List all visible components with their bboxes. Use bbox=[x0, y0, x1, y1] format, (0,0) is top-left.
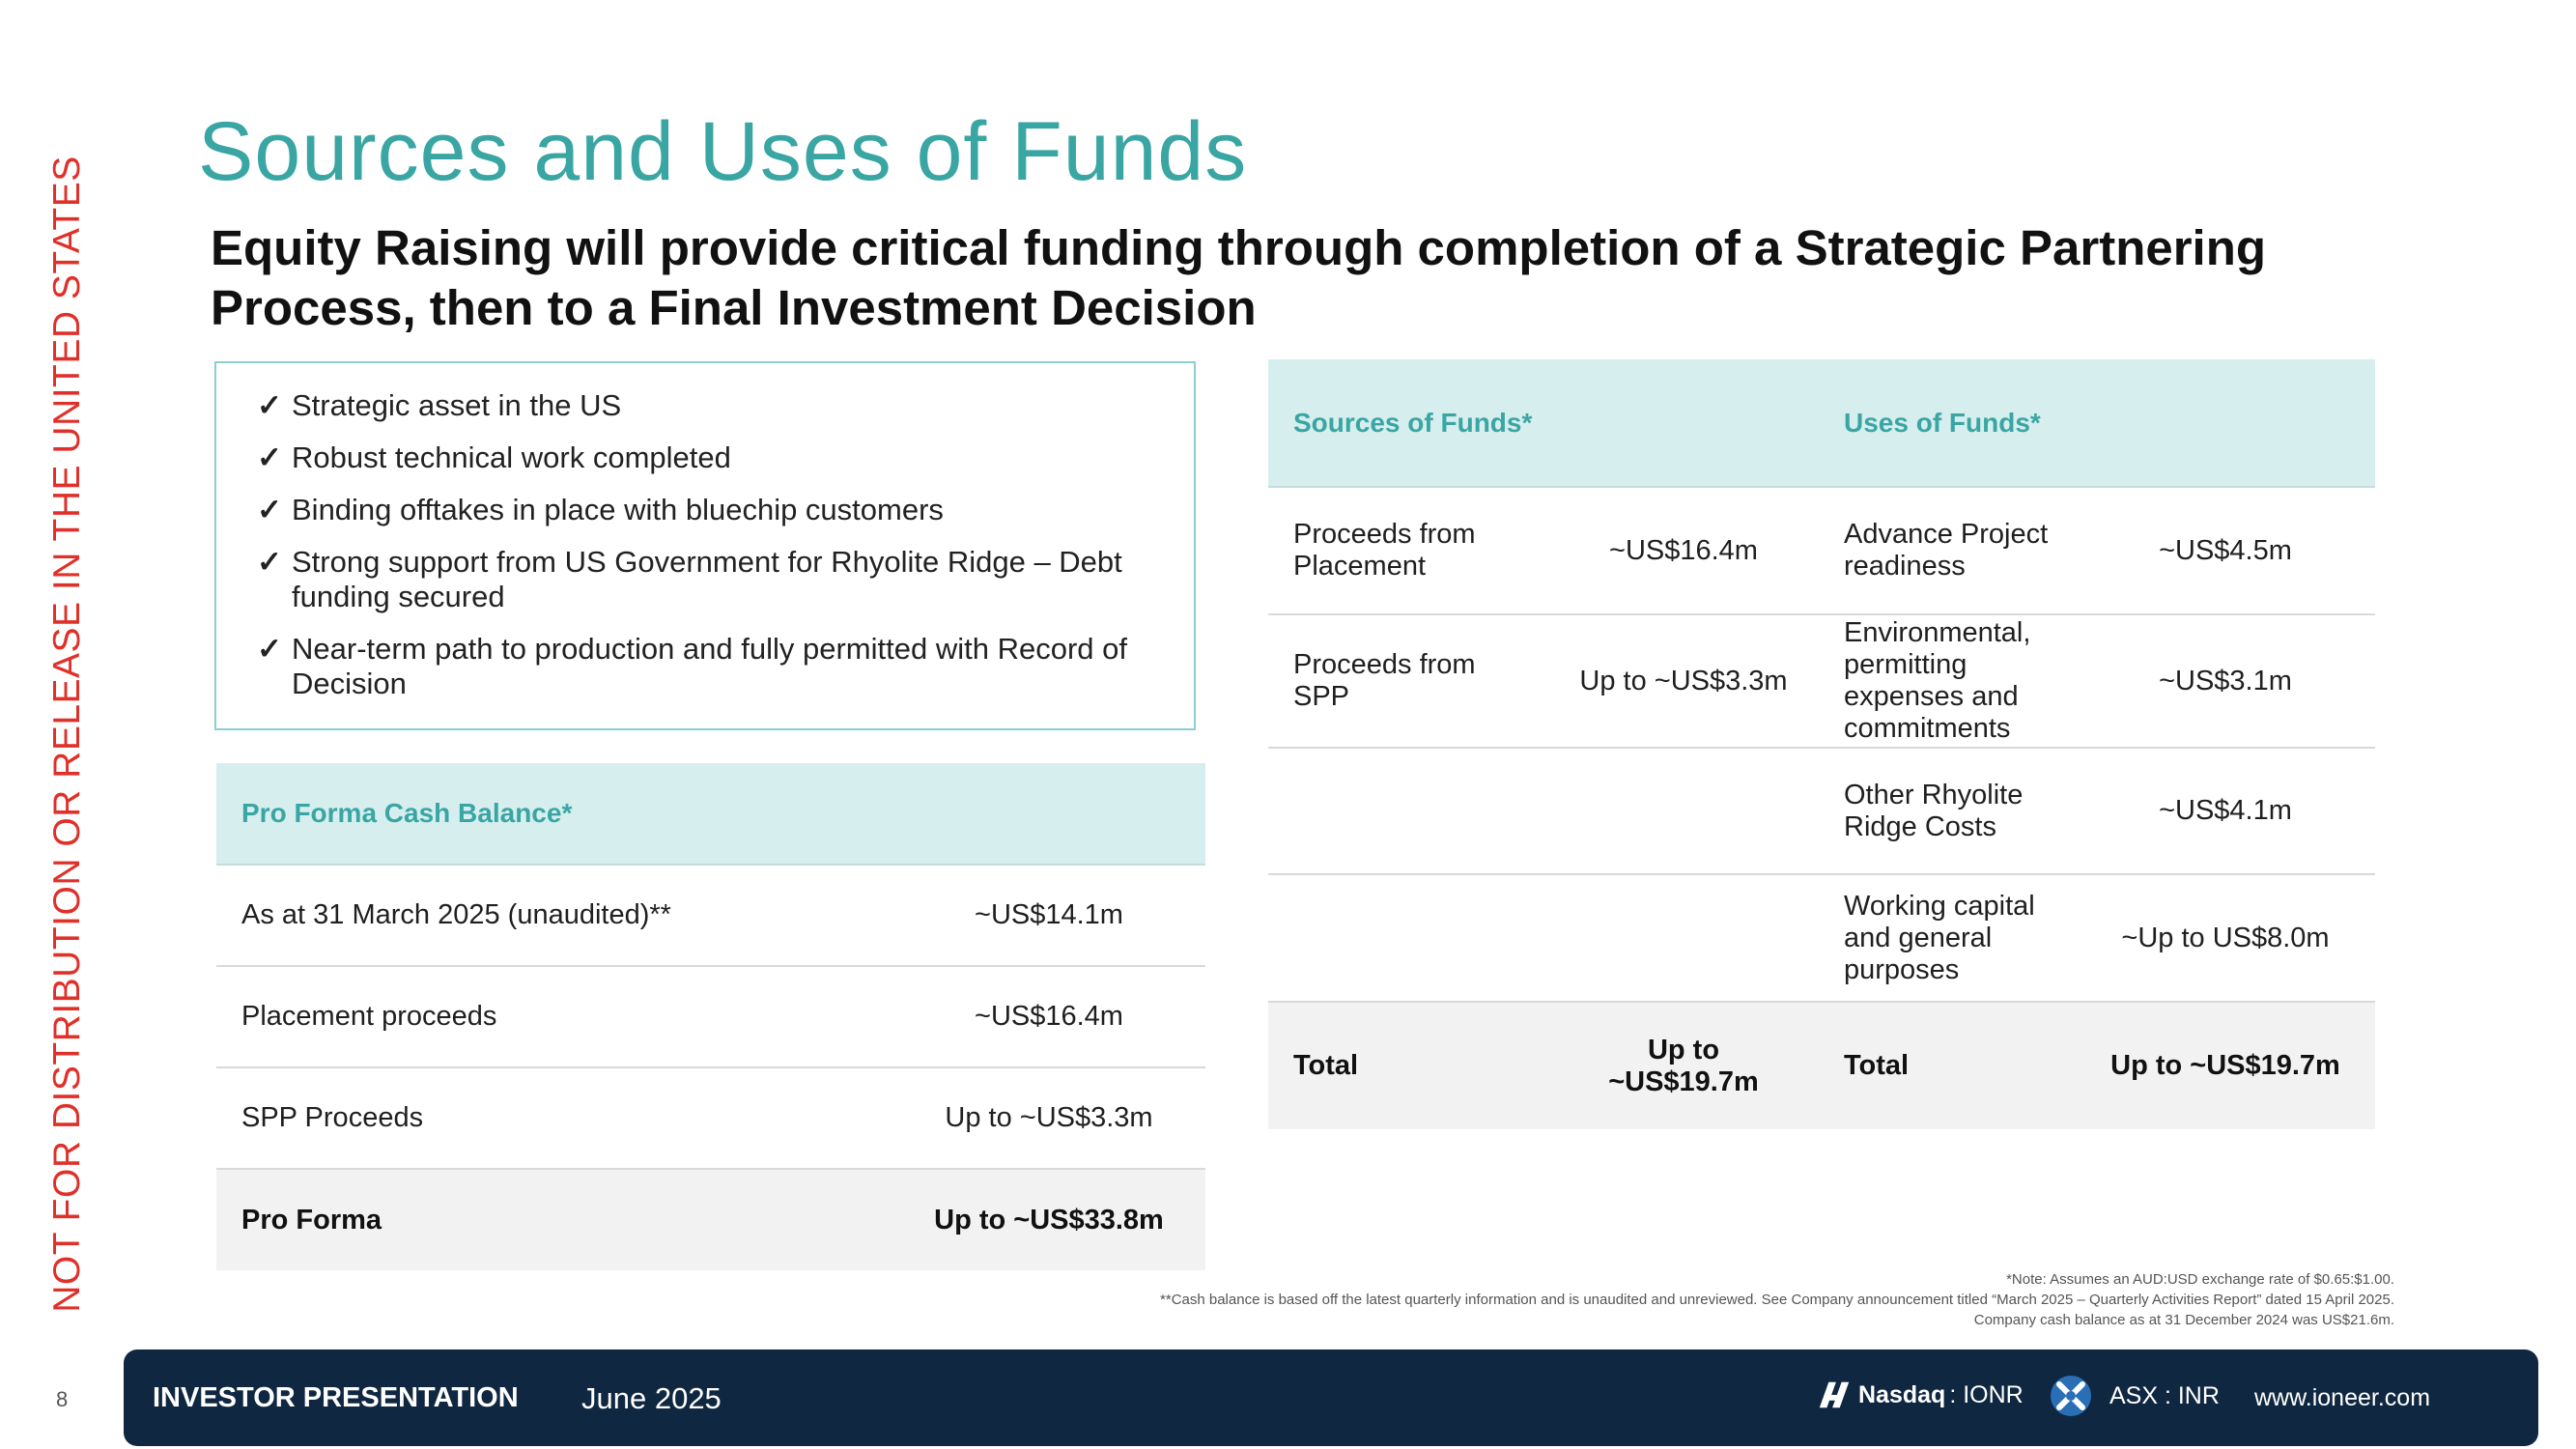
highlight-item bbox=[257, 632, 1159, 701]
footnote: **Cash balance is based off the latest quarterly information and is unaudited and unreviewed. See Company announcement titled “March 2025 – Quarterly Activities Report” dated 15 April 2025. bbox=[1160, 1292, 2394, 1308]
presentation-label: INVESTOR PRESENTATION bbox=[153, 1382, 519, 1413]
website-link[interactable]: www.ioneer.com bbox=[2254, 1384, 2431, 1411]
pro-forma-cash-table bbox=[216, 763, 1205, 1270]
row-label: SPP Proceeds bbox=[216, 1067, 892, 1169]
highlight-item bbox=[257, 388, 1159, 423]
highlight-item bbox=[257, 545, 1159, 614]
distribution-notice: NOT FOR DISTRIBUTION OR RELEASE IN THE UNITED STATES bbox=[46, 156, 88, 1313]
table-row bbox=[1268, 614, 2375, 748]
total-value: Up to ~US$33.8m bbox=[892, 1169, 1205, 1270]
row-value: ~US$16.4m bbox=[892, 966, 1205, 1067]
table-total-row bbox=[216, 1169, 1205, 1270]
nasdaq-logo-icon bbox=[1816, 1377, 1853, 1413]
row-label: Placement proceeds bbox=[216, 966, 892, 1067]
sources-uses-table bbox=[1268, 359, 2375, 1129]
use-label: Advance Project readiness bbox=[1819, 487, 2076, 614]
use-value: ~US$4.5m bbox=[2076, 487, 2375, 614]
table-row bbox=[216, 865, 1205, 966]
total-source-value: Up to ~US$19.7m bbox=[1548, 1002, 1819, 1129]
footer-bar bbox=[124, 1350, 2538, 1446]
page-subtitle: Equity Raising will provide critical funding through completion of a Strategic Partnering Process, then to a Final Investment Decision bbox=[211, 220, 2267, 335]
total-use-label: Total bbox=[1819, 1002, 2076, 1129]
table-row bbox=[216, 1067, 1205, 1169]
asx-logo-icon bbox=[2050, 1375, 2092, 1417]
table-row bbox=[1268, 748, 2375, 874]
total-use-value: Up to ~US$19.7m bbox=[2076, 1002, 2375, 1129]
checkmark-icon: ✓ bbox=[257, 440, 282, 474]
use-label: Environmental, permitting expenses and commitments bbox=[1819, 614, 2076, 748]
footnote: *Note: Assumes an AUD:USD exchange rate of $0.65:$1.00. bbox=[2006, 1271, 2394, 1288]
source-value bbox=[1548, 748, 1819, 874]
footnotes bbox=[1160, 1269, 2394, 1330]
asx-ticker: ASX : INR bbox=[2109, 1381, 2220, 1409]
row-value: ~US$14.1m bbox=[892, 865, 1205, 966]
nasdaq-brand: Nasdaq bbox=[1858, 1380, 1946, 1408]
use-value: ~Up to US$8.0m bbox=[2076, 874, 2375, 1002]
highlight-text: Binding offtakes in place with bluechip customers bbox=[292, 493, 944, 526]
source-label: Proceeds from SPP bbox=[1268, 614, 1548, 748]
pro-forma-header: Pro Forma Cash Balance* bbox=[216, 763, 1205, 865]
highlights-panel bbox=[214, 361, 1196, 730]
use-value: ~US$3.1m bbox=[2076, 614, 2375, 748]
use-label: Other Rhyolite Ridge Costs bbox=[1819, 748, 2076, 874]
sources-header: Sources of Funds* bbox=[1268, 359, 1819, 487]
presentation-date: June 2025 bbox=[581, 1381, 722, 1415]
checkmark-icon: ✓ bbox=[257, 632, 282, 666]
source-value bbox=[1548, 874, 1819, 1002]
checkmark-icon: ✓ bbox=[257, 545, 282, 579]
checkmark-icon: ✓ bbox=[257, 388, 282, 422]
checkmark-icon: ✓ bbox=[257, 493, 282, 526]
footnote: Company cash balance as at 31 December 2024 was US$21.6m. bbox=[1973, 1312, 2394, 1328]
nasdaq-listing bbox=[1816, 1377, 2024, 1413]
source-value: Up to ~US$3.3m bbox=[1548, 614, 1819, 748]
table-row bbox=[1268, 487, 2375, 614]
table-header-row bbox=[1268, 359, 2375, 487]
uses-header: Uses of Funds* bbox=[1819, 359, 2375, 487]
row-label: As at 31 March 2025 (unaudited)** bbox=[216, 865, 892, 966]
asx-listing bbox=[2050, 1375, 2220, 1417]
table-row bbox=[216, 966, 1205, 1067]
highlight-item bbox=[257, 493, 1159, 527]
page-title: Sources and Uses of Funds bbox=[198, 105, 1248, 198]
total-label: Pro Forma bbox=[216, 1169, 892, 1270]
source-label bbox=[1268, 874, 1548, 1002]
highlight-text: Strong support from US Government for Rhyolite Ridge – Debt funding secured bbox=[292, 545, 1122, 613]
highlight-text: Near-term path to production and fully permitted with Record of Decision bbox=[292, 632, 1127, 700]
highlight-item bbox=[257, 440, 1159, 475]
source-value: ~US$16.4m bbox=[1548, 487, 1819, 614]
highlight-text: Strategic asset in the US bbox=[292, 388, 622, 422]
nasdaq-ticker: : IONR bbox=[1949, 1380, 2024, 1408]
source-label bbox=[1268, 748, 1548, 874]
highlight-text: Robust technical work completed bbox=[292, 440, 731, 474]
use-label: Working capital and general purposes bbox=[1819, 874, 2076, 1002]
total-source-label: Total bbox=[1268, 1002, 1548, 1129]
table-row bbox=[1268, 874, 2375, 1002]
table-total-row bbox=[1268, 1002, 2375, 1129]
use-value: ~US$4.1m bbox=[2076, 748, 2375, 874]
page-number: 8 bbox=[56, 1387, 69, 1411]
row-value: Up to ~US$3.3m bbox=[892, 1067, 1205, 1169]
table-header-row bbox=[216, 763, 1205, 865]
source-label: Proceeds from Placement bbox=[1268, 487, 1548, 614]
